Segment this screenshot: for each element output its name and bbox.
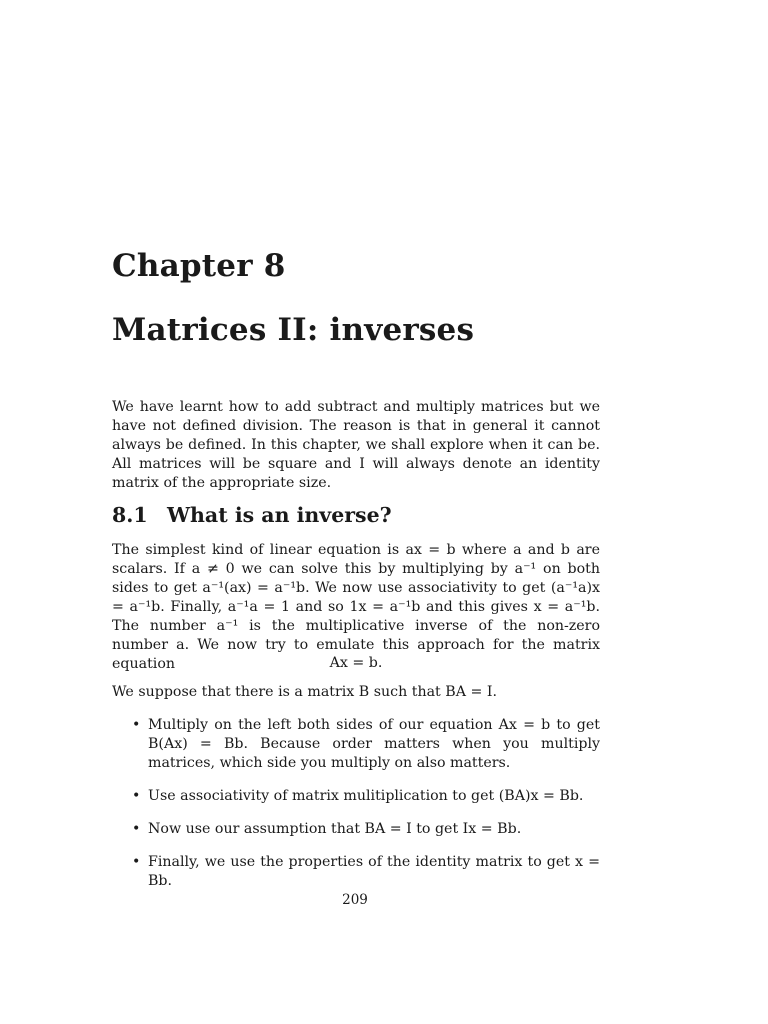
chapter-label: Chapter 8: [112, 248, 286, 284]
bullet-icon: •: [132, 717, 141, 733]
page-number: 209: [342, 892, 368, 908]
list-item-text: Multiply on the left both sides of our equation Ax = b to get B(Ax) = Bb. Because order matters when you multiply matrices, which side you multiply on also matters.: [148, 717, 600, 771]
bullet-icon: •: [132, 788, 141, 804]
chapter-title: Matrices II: inverses: [112, 312, 475, 348]
suppose-text: We suppose that there is a matrix B such that BA = I.: [112, 684, 497, 700]
list-item: [112, 853, 600, 891]
bullet-icon: •: [132, 854, 141, 870]
intro-text: We have learnt how to add subtract and multiply matrices but we have not defined division. The reason is that in general it cannot always be defined. In this chapter, we shall explore when it can be. All matrices will be square and I will always denote an identity matrix of the appropriate size.: [112, 399, 600, 491]
section-heading: [112, 503, 392, 527]
list-item: [112, 820, 600, 839]
suppose-paragraph: [112, 683, 600, 702]
list-item: [112, 716, 600, 773]
steps-list: [112, 716, 600, 905]
bullet-icon: •: [132, 821, 141, 837]
section-title: What is an inverse?: [167, 503, 392, 527]
list-item: [112, 787, 600, 806]
section-paragraph-text: The simplest kind of linear equation is ax = b where a and b are scalars. If a ≠ 0 we can solve this by multiplying by a⁻¹ on both sides to get a⁻¹(ax) = a⁻¹b. We now use associativity to get (a⁻¹a)x = a⁻¹b. Finally, a⁻¹a = 1 and so 1x = a⁻¹b and this gives x = a⁻¹b. The number a⁻¹ is the multiplicative inverse of the non-zero number a. We now try to emulate this approach for the matrix equation: [112, 542, 600, 672]
list-item-text: Finally, we use the properties of the identity matrix to get x = Bb.: [148, 854, 600, 889]
section-number: 8.1: [112, 503, 148, 527]
display-equation: Ax = b.: [329, 655, 383, 671]
intro-paragraph: [112, 398, 600, 493]
list-item-text: Use associativity of matrix mulitiplication to get (BA)x = Bb.: [148, 788, 584, 804]
list-item-text: Now use our assumption that BA = I to get Ix = Bb.: [148, 821, 522, 837]
